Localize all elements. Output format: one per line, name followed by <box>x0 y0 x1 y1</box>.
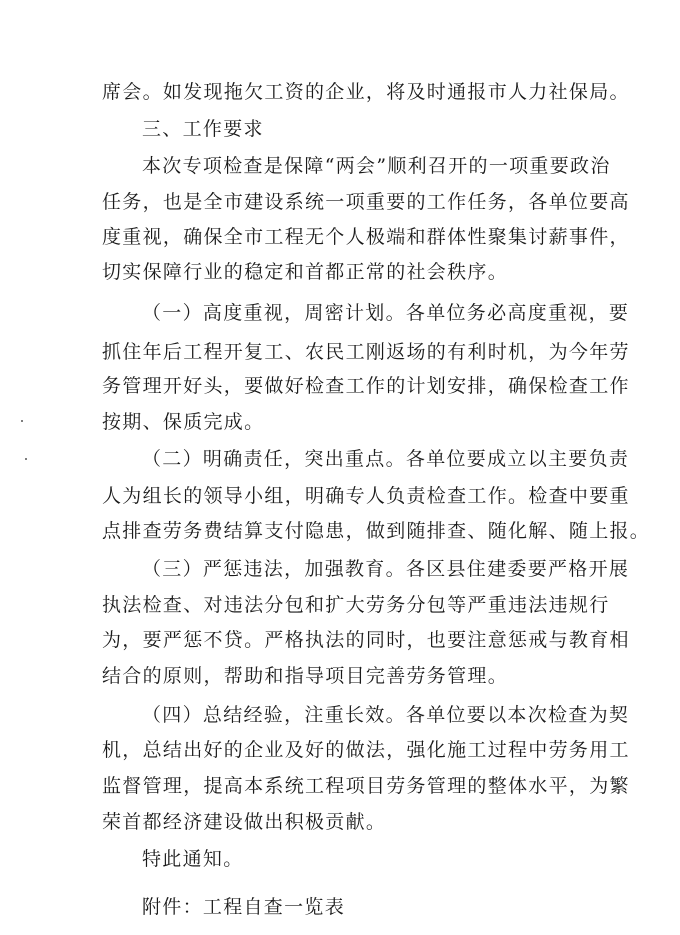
paragraph-line: 本次专项检查是保障“两会”顺利召开的一项重要政治 <box>142 155 611 177</box>
paragraph-line: 为，要严惩不贷。严格执法的同时，也要注意惩戒与教育相 <box>102 629 630 651</box>
paragraph-line: 抓住年后工程开复工、农民工刚返场的有利时机，为今年劳 <box>102 341 630 363</box>
paragraph-line: 执法检查、对违法分包和扩大劳务分包等严重违法违规行 <box>102 594 610 616</box>
paragraph-line: 监督管理，提高本系统工程项目劳务管理的整体水平，为繁 <box>102 775 630 797</box>
attachment-line: 附件：工程自查一览表 <box>142 896 346 918</box>
paragraph-line: 务管理开好头，要做好检查工作的计划安排，确保检查工作 <box>102 375 630 397</box>
paragraph-line: 度重视，确保全市工程无个人极端和群体性聚集讨薪事件， <box>102 226 630 248</box>
paragraph-line: 人为组长的领导小组，明确专人负责检查工作。检查中要重 <box>102 485 630 507</box>
paragraph-line: 切实保障行业的稳定和首都正常的社会秩序。 <box>102 261 509 283</box>
scan-speck <box>25 458 27 460</box>
paragraph-line: 机，总结出好的企业及好的做法，强化施工过程中劳务用工 <box>102 739 630 761</box>
paragraph-line: 席会。如发现拖欠工资的企业，将及时通报市人力社保局。 <box>102 81 630 103</box>
paragraph-line: （四）总结经验，注重长效。各单位要以本次检查为契 <box>142 704 630 726</box>
paragraph-line: 按期、保质完成。 <box>102 411 265 433</box>
paragraph-line: 荣首都经济建设做出积极贡献。 <box>102 811 387 833</box>
paragraph-line: （一）高度重视，周密计划。各单位务必高度重视，要 <box>142 302 630 324</box>
paragraph-line: （三）严惩违法，加强教育。各区县住建委要严格开展 <box>142 558 630 580</box>
closing-line: 特此通知。 <box>142 848 244 870</box>
paragraph-line: 结合的原则，帮助和指导项目完善劳务管理。 <box>102 665 509 687</box>
paragraph-line: 点排查劳务费结算支付隐患，做到随排查、随化解、随上报。 <box>102 520 651 542</box>
paragraph-line: （二）明确责任，突出重点。各单位要成立以主要负责 <box>142 448 630 470</box>
section-heading: 三、工作要求 <box>142 118 264 140</box>
paragraph-line: 任务，也是全市建设系统一项重要的工作任务，各单位要高 <box>102 191 630 213</box>
scan-speck <box>21 420 23 422</box>
